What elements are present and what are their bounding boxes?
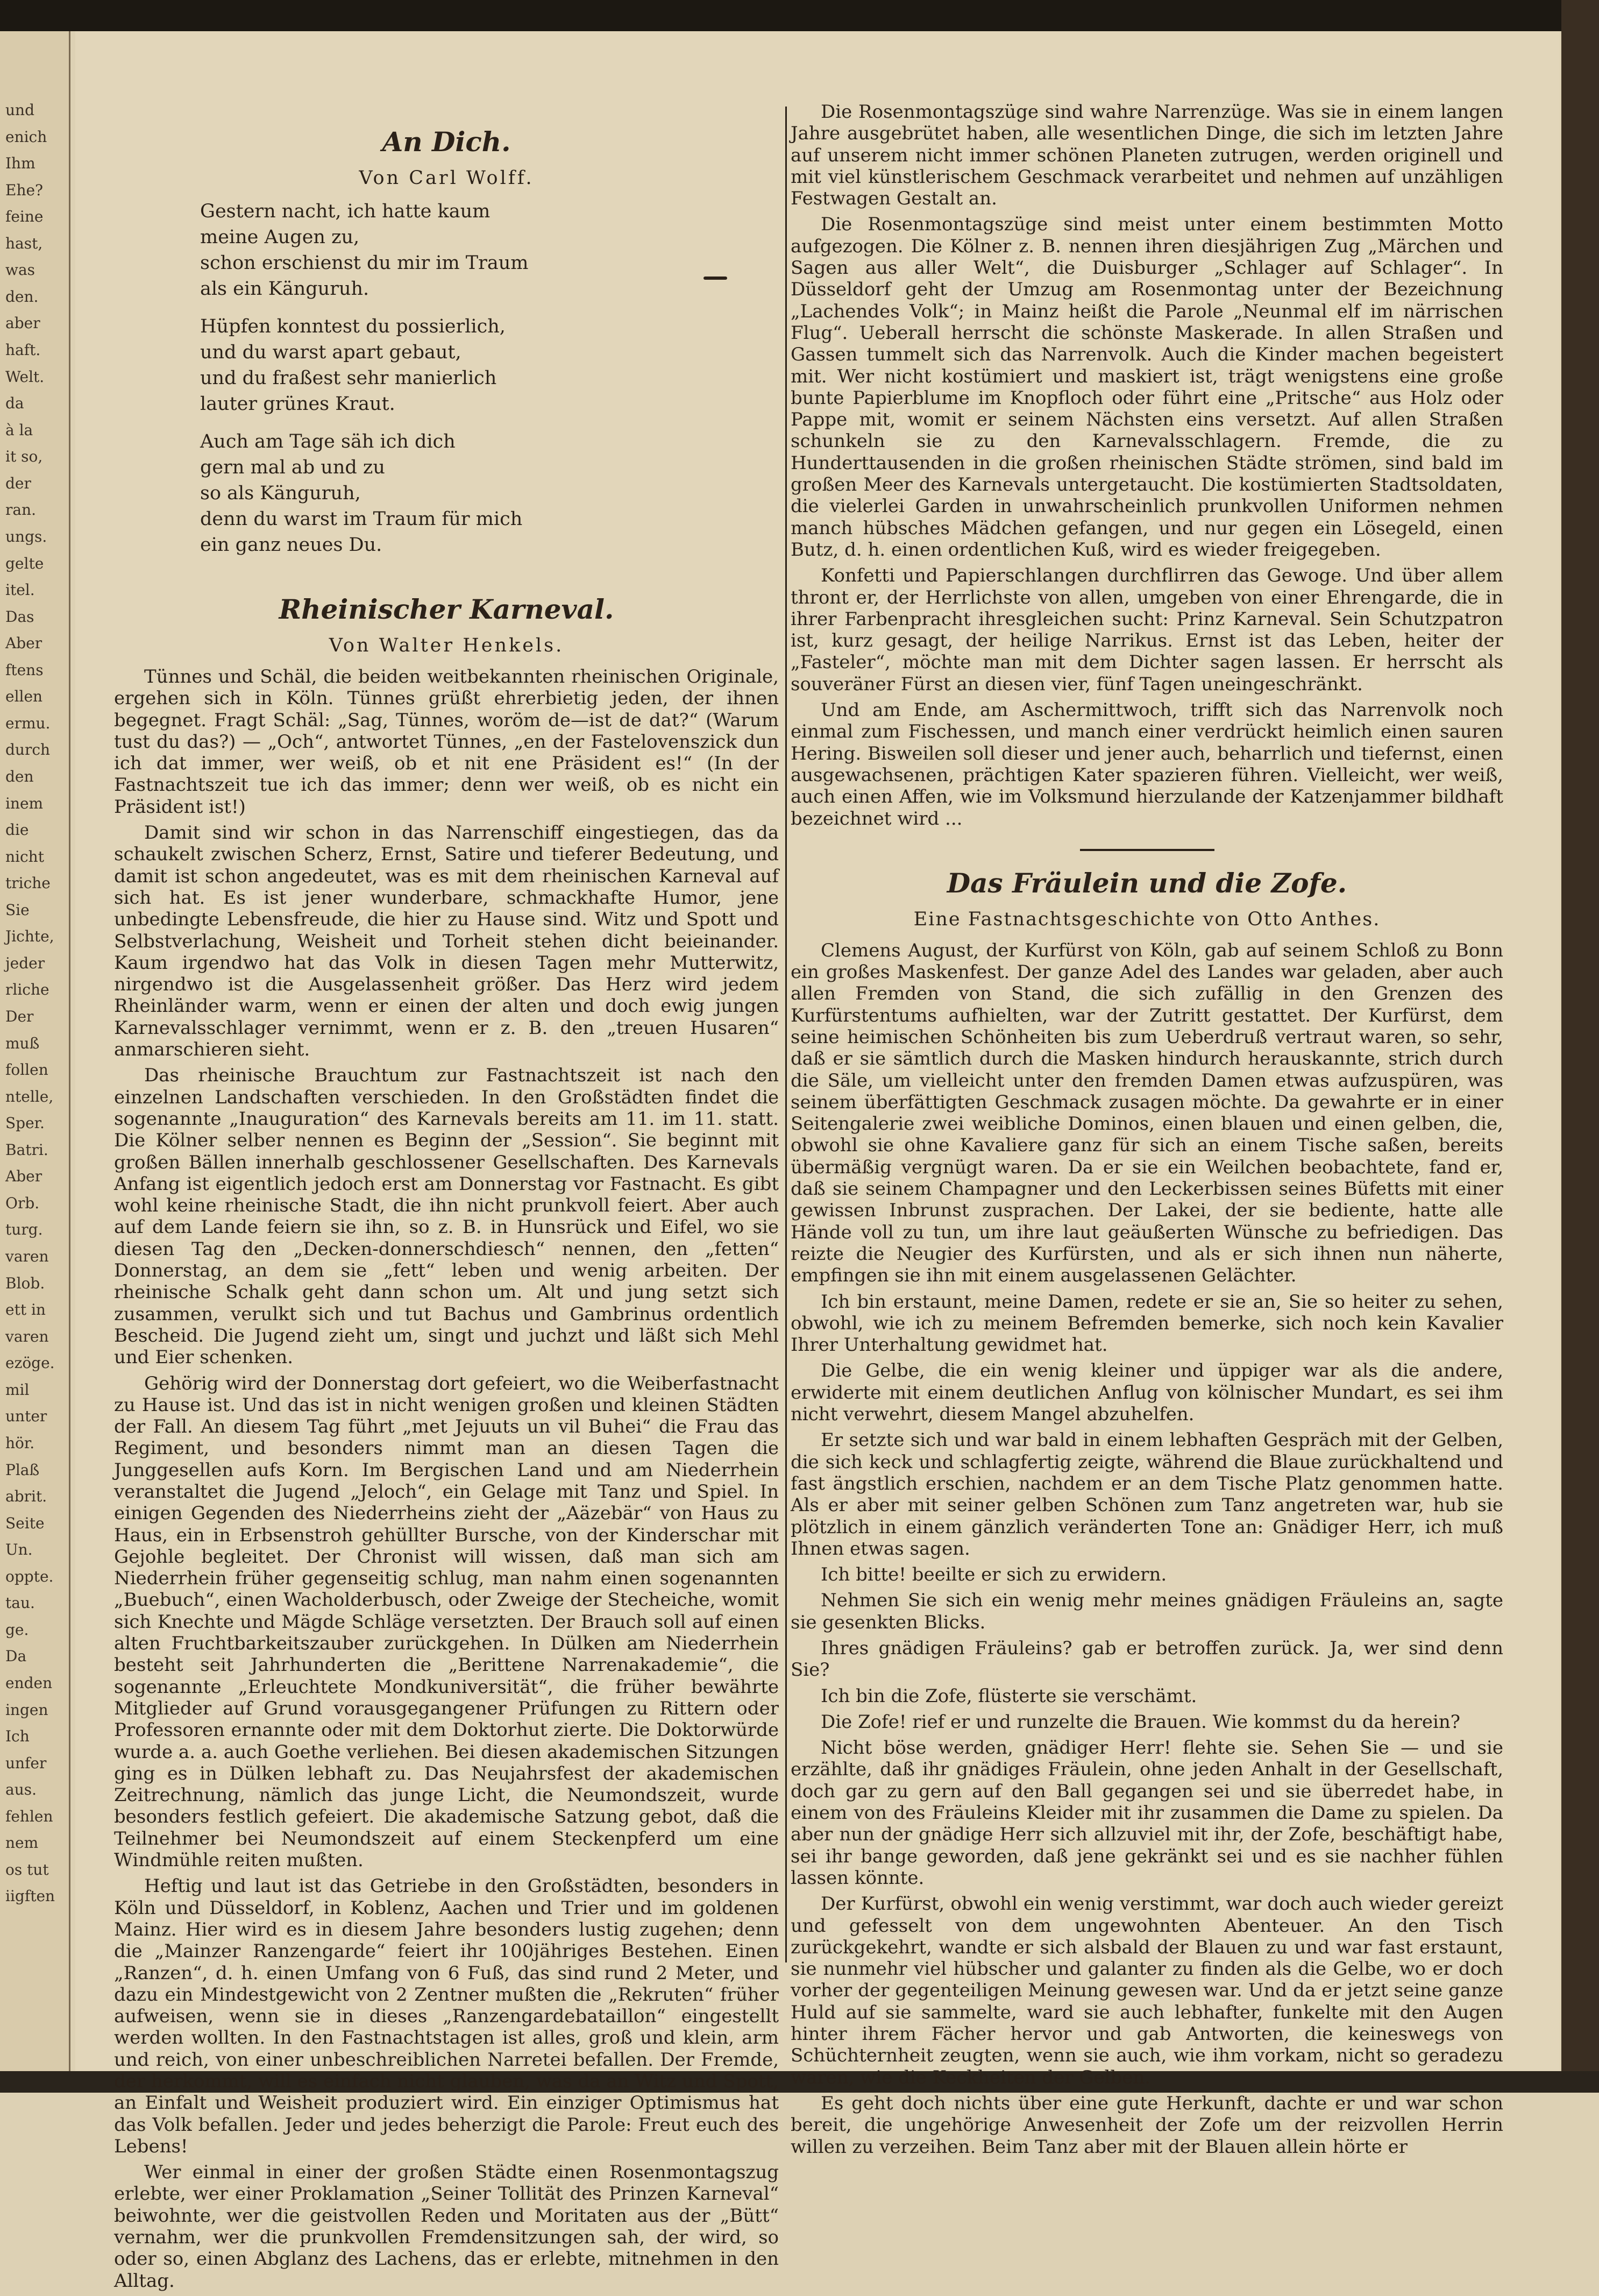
margin-fragment: Orb.	[5, 1194, 40, 1212]
article-paragraph: Damit sind wir schon in das Narrenschiff eingestiegen, das da schaukelt zwischen Scherz, Ernst, Satire und tieferer Bedeutung, und damit ist schon angedeutet, was es mit dem rheinischen Karneval auf sich hat. Es ist jener wunderbare, schmackhafte Humor, jene unbedingte Lebensfreude, die hier zu Hause sind. Witz und Spott und Selbstverlachung, Weisheit und Torheit stehen dicht beieinander. Kaum irgendwo hat das Volk in diesen Tagen mehr Mutterwitz, nirgendwo ist die Ausgelassenheit größer. Das Herz wird jedem Rheinländer warm, wenn er einen der alten und doch ewig jungen Karnevalsschlager vernimmt, wenn er z. B. den „treuen Husaren“ anmarschieren sieht.	[114, 822, 779, 1061]
margin-fragment: Sper.	[5, 1114, 45, 1132]
margin-fragment: und	[5, 101, 34, 119]
article-paragraph: Ich bitte! beeilte er sich zu erwidern.	[821, 1564, 1167, 1586]
margin-fragment: Ehe?	[5, 181, 44, 199]
poem-line: Gestern nacht, ich hatte kaum	[200, 201, 491, 222]
margin-fragment: à la	[5, 421, 33, 439]
article-paragraph: Die Rosenmontagszüge sind wahre Narrenzüge. Was sie in einem langen Jahre ausgebrütet haben, alle wesentlichen Dinge, die sich im letzten Jahre auf unserem nicht immer schönen Planeten zutrugen, werden originell und mit viel künstlerischem Geschmack verarbeitet und nehmen auf unzähligen Festwagen Gestalt an.	[791, 101, 1503, 210]
poem-line: Auch am Tage säh ich dich	[200, 431, 456, 452]
article-byline: Von Carl Wolff.	[359, 167, 534, 189]
margin-fragment: Un.	[5, 1541, 33, 1558]
poem-stanza	[200, 314, 779, 417]
margin-fragment: haft.	[5, 341, 41, 359]
article-paragraph: Nehmen Sie sich ein wenig mehr meines gnädigen Fräuleins an, sagte sie gesenkten Blicks.	[791, 1590, 1503, 1633]
margin-fragment: mil	[5, 1381, 30, 1399]
poem-line: meine Augen zu,	[200, 226, 360, 248]
margin-fragment: Seite	[5, 1514, 45, 1532]
article-paragraph: Er setzte sich und war bald in einem lebhaften Gespräch mit der Gelben, die sich keck und schlagfertig zeigte, während die Blaue zurückhaltend und fast ängstlich erschien, nachdem er an dem Tische Platz genommen hatte. Als er aber mit seiner gelben Schönen zum Tanz angetreten war, hub sie plötzlich in einem gänzlich veränderten Tone an: Gnädiger Herr, ich muß Ihnen etwas sagen.	[791, 1429, 1503, 1560]
margin-fragment: follen	[5, 1061, 48, 1079]
margin-fragment: triche	[5, 874, 51, 892]
poem-line: und du fraßest sehr manierlich	[200, 367, 497, 389]
article-paragraph: Der Kurfürst, obwohl ein wenig verstimmt, war doch auch wieder gereizt und gefesselt von dem ungewohnten Abenteuer. An den Tisch zurückgekehrt, wandte er sich alsbald der Blauen zu und war fast erstaunt, sie nunmehr viel hübscher und galanter zu finden als die Gelbe, wo er doch vorher der gegenteiligen Meinung gewesen war. Und da er jetzt seine ganze Huld auf sie sammelte, ward sie auch lebhafter, funkelte mit den Augen hinter ihrem Fächer hervor und gab Antworten, die keineswegs von Schüchternheit zeugten, wenn sie auch, wie ihm vorkam, nicht so geradezu waren, wie die Keckheiten der Gelben.	[791, 1893, 1503, 2088]
margin-fragment: durch	[5, 741, 51, 759]
poem-line: Hüpfen konntest du possierlich,	[200, 316, 506, 337]
article-paragraph: Konfetti und Papierschlangen durchflirren das Gewoge. Und über allem thront er, der Herrlichste von allen, umgeben von einer Ehrengarde, die in ihrer Farbenpracht ihresgleichen sucht: Prinz Karneval. Sein Schutzpatron ist, kurz gesagt, der heilige Narrikus. Ernst ist das Leben, heiter der „Fasteler“, möchte man mit dem Dichter sagen lassen. Er herrscht als souveräner Fürst an diesen vier, fünf Tagen uneingeschränkt.	[791, 565, 1503, 695]
article-paragraph: Wer einmal in einer der großen Städte einen Rosenmontagszug erlebte, wer einer Proklamation „Seiner Tollität des Prinzen Karneval“ beiwohnte, wer die geistvollen Reden und Moritaten aus der „Bütt“ vernahm, wer die prunkvollen Fremdensitzungen sah, der wird, so oder so, einen Abglanz des Lachens, das er erlebte, mitnehmen in den Alltag.	[114, 2162, 779, 2292]
section-divider	[1080, 849, 1214, 851]
article-paragraph: Clemens August, der Kurfürst von Köln, gab auf seinem Schloß zu Bonn ein großes Maskenfest. Der ganze Adel des Landes war geladen, aber auch allen Fremden von Stand, die sich zufällig in den Grenzen des Kurfürstentums aufhielten, war der Zutritt gestattet. Der Kurfürst, dem seine heimischen Schönheiten bis zum Ueberdruß vertraut waren, so sehr, daß er sie sämtlich durch die Masken hindurch herauskannte, strich durch die Säle, um vielleicht unter den fremden Damen etwas aufzuspüren, was seinem überfättigten Geschmack zusagen möchte. Da gewahrte er in einer Seitengalerie zwei weibliche Dominos, einen blauen und einen gelben, die, obwohl sie ohne Kavaliere ganz für sich an einem Tische saßen, bereits übermäßig vergnügt waren. Da er sie ein Weilchen beobachtete, fand er, daß sie seinem Champagner und den Leckerbissen seines Büfetts mit einer gewissen Inbrunst zusprachen. Der Lakei, der sie bediente, hatte alle Hände voll zu tun, um ihre laut geäußerten Wünsche zu befriedigen. Das reizte die Neugier des Kurfürsten, und als er sich ihnen nun näherte, empfingen sie ihn mit einem ausgelassenen Gelächter.	[791, 939, 1503, 1287]
margin-fragment: Ich	[5, 1727, 30, 1745]
margin-fragment: inem	[5, 795, 44, 812]
margin-fragment: was	[5, 261, 35, 279]
poem-stanza	[200, 199, 779, 302]
article-title: Rheinischer Karneval.	[279, 593, 614, 625]
margin-fragment: turg.	[5, 1221, 43, 1238]
margin-fragment: die	[5, 821, 29, 839]
margin-fragment: feine	[5, 208, 44, 225]
margin-fragment: jeder	[5, 954, 45, 972]
article-paragraph: Tünnes und Schäl, die beiden weitbekannten rheinischen Originale, ergehen sich in Köln. Tünnes grüßt ehrerbietig jeden, der ihnen begegnet. Fragt Schäl: „Sag, Tünnes, woröm de—ist de dat?“ (Warum tust du das?) — „Och“, antwortet Tünnes, „en der Fastelovenszick dun ich dat immer, wer weiß, ob et nit ene Präsident es!“ (In der Fastnachtszeit tue ich das immer; denn wer weiß, ob es nicht ein Präsident ist!)	[114, 666, 779, 818]
margin-fragment: aus.	[5, 1781, 37, 1798]
column-divider	[785, 107, 787, 1962]
margin-fragment: ellen	[5, 688, 43, 705]
article-paragraph: Heftig und laut ist das Getriebe in den Großstädten, besonders in Köln und Düsseldorf, in Koblenz, Aachen und Trier und im goldenen Mainz. Hier wird es in diesem Jahre besonders lustig zugehen; denn die „Mainzer Ranzengarde“ feiert ihr 100jähriges Bestehen. Einen „Ranzen“, d. h. einen Umfang von 6 Fuß, das sind rund 2 Meter, und dazu ein Mindestgewicht von 2 Zentner mußten die „Rekruten“ früher aufweisen, wenn sie in dieses „Ranzengardebataillon“ eingestellt werden wollten. In den Fastnachtstagen ist alles, groß und klein, arm und reich, von einer unbeschreiblichen Narretei befallen. Der Fremde, der herkommt, will es einfach nicht glauben, was da an Witz und Spott, an Einfalt und Weisheit produziert wird. Ein einziger Optimismus hat das Volk befallen. Jeder und jedes beherzigt die Parole: Freut euch des Lebens!	[114, 1875, 779, 2157]
stanza-ornament	[703, 277, 727, 280]
article-title: An Dich.	[382, 126, 511, 158]
article-paragraph: Das rheinische Brauchtum zur Fastnachtszeit ist nach den einzelnen Landschaften verschieden. In den Großstädten findet die sogenannte „Inauguration“ des Karnevals bereits am 11. im 11. statt. Die Kölner selber nennen es Beginn der „Session“. Sie beginnt mit großen Bällen innerhalb geschlossener Gesellschaften. Des Karnevals Anfang ist eigentlich jedoch erst am Donnerstag vor Fastnacht. Es gibt wohl keine rheinische Stadt, die ihn nicht prunkvoll feiert. Aber auch auf dem Lande feiern sie ihn, so z. B. in Hunsrück und Eifel, wo sie diesen Tag den „Decken-donnerschdiesch“ nennen, den „fetten“ Donnerstag, an dem sie „fett“ leben und wenig arbeiten. Der rheinische Schalk geht dann schon um. Alt und jung setzt sich zusammen, verulkt sich und tut Bachus und Gambrinus ordentlich Bescheid. Die Jugend zieht um, singt und juchzt und läßt sich Mehl und Eier schenken.	[114, 1065, 779, 1369]
poem-stanza	[200, 429, 779, 558]
margin-fragment: den.	[5, 288, 39, 306]
margin-fragment: den	[5, 768, 34, 785]
margin-fragment: ftens	[5, 661, 44, 679]
margin-fragment: Das	[5, 608, 34, 626]
margin-fragment: nem	[5, 1834, 39, 1852]
newspaper-page	[75, 31, 1560, 2292]
margin-fragment: Da	[5, 1647, 27, 1665]
margin-fragment: der	[5, 474, 31, 492]
margin-fragment: Sie	[5, 901, 30, 919]
article-paragraph: Nicht böse werden, gnädiger Herr! flehte sie. Sehen Sie — und sie erzählte, daß ihr gnädiges Fräulein, ohne jeden Anhalt in der Gesellschaft, doch gar zu gern auf den Ball gegangen sei und sie überredet habe, in einem von des Fräuleins Kleider mit ihr zusammen die Dame zu spielen. Da aber nun der gnädige Herr sich allzuviel mit ihr, der Zofe, beschäftigt habe, sei ihr bange geworden, daß jene gekränkt sei und es sie nachher fühlen lassen könnte.	[791, 1737, 1503, 1889]
margin-fragment: hast,	[5, 235, 43, 252]
article-title: Das Fräulein und die Zofe.	[947, 867, 1347, 899]
margin-fragment: abrit.	[5, 1487, 47, 1505]
margin-fragment: itel.	[5, 581, 35, 599]
article-paragraph: Die Gelbe, die ein wenig kleiner und üppiger war als die andere, erwiderte mit einem deutlichen Anflug von kölnischer Mundart, es sei ihm nicht verwehrt, diesem Mangel abzuhelfen.	[791, 1360, 1503, 1426]
scan-top-edge	[0, 0, 1599, 31]
right-column	[791, 101, 1503, 2162]
poem-line: schon erschienst du mir im Traum	[200, 252, 529, 274]
poem-line: und du warst apart gebaut,	[200, 342, 461, 363]
margin-fragment: unfer	[5, 1754, 47, 1772]
poem-line: gern mal ab und zu	[200, 457, 385, 478]
margin-fragment: Blob.	[5, 1274, 45, 1292]
margin-fragment: enden	[5, 1674, 53, 1692]
article-body	[791, 940, 1503, 2158]
margin-fragment: da	[5, 394, 24, 412]
article-fraeulein-und-zofe	[791, 867, 1503, 2158]
article-body	[114, 666, 779, 2292]
margin-fragment: os tut	[5, 1861, 49, 1879]
margin-fragment: fehlen	[5, 1808, 53, 1825]
margin-fragment: ran.	[5, 501, 37, 519]
article-body-continued	[791, 101, 1503, 830]
margin-fragment: Batri.	[5, 1141, 48, 1159]
margin-fragment: muß	[5, 1034, 40, 1052]
margin-fragment: tau.	[5, 1594, 35, 1612]
margin-fragment: Aber	[5, 634, 42, 652]
margin-fragment: Aber	[5, 1167, 42, 1185]
article-byline: Eine Fastnachtsgeschichte von Otto Anthes.	[913, 908, 1381, 930]
article-an-dich	[114, 126, 779, 558]
poem-line: so als Känguruh,	[200, 483, 361, 504]
margin-fragment: Welt.	[5, 368, 45, 386]
margin-fragment: ett in	[5, 1301, 46, 1319]
margin-fragment: gelte	[5, 555, 44, 572]
margin-fragment: iigften	[5, 1887, 55, 1905]
margin-fragment: ungs.	[5, 528, 47, 545]
margin-fragment: rliche	[5, 981, 49, 998]
margin-fragment: unter	[5, 1407, 47, 1425]
margin-fragment: nicht	[5, 848, 44, 866]
poem-line: lauter grünes Kraut.	[200, 393, 395, 415]
article-byline: Von Walter Henkels.	[329, 635, 564, 656]
poem	[200, 199, 779, 558]
article-paragraph: Ihres gnädigen Fräuleins? gab er betroffen zurück. Ja, wer sind denn Sie?	[791, 1638, 1503, 1681]
article-paragraph: Die Rosenmontagszüge sind meist unter einem bestimmten Motto aufgezogen. Die Kölner z. B. nennen ihren diesjährigen Zug „Märchen und Sagen aus aller Welt“, die Duisburger „Schlager auf Schlager“. In Düsseldorf geht der Umzug am Rosenmontag unter der Bezeichnung „Lachendes Volk“; in Mainz heißt die Parole „Neunmal elf im närrischen Flug“. Ueberall herrscht die schönste Maskerade. In allen Straßen und Gassen tummelt sich das Narrenvolk. Auch die Kinder machen begeistert mit. Wer nicht kostümiert und maskiert ist, trägt wenigstens eine große bunte Papierblume im Knopfloch oder führt eine „Pritsche“ aus Holz oder Pappe mit, womit er seinem Nächsten eins versetzt. Auf allen Straßen schunkeln sie zu den Karnevalsschlagern. Fremde, die zu Hunderttausenden in die großen rheinischen Städte strömen, sind bald im großen Meer des Karnevals untergetaucht. Die kostümierten Stadtsoldaten, die vielerlei Garden in unwahrscheinlich prunkvollen Uniformen nehmen manch hübsches Mädchen gefangen, und nur gegen ein Lösegeld, einen Butz, d. h. einen ordentlichen Kuß, wird es wieder freigegeben.	[791, 214, 1503, 561]
poem-line: als ein Känguruh.	[200, 278, 369, 300]
article-paragraph: Gehörig wird der Donnerstag dort gefeiert, wo die Weiberfastnacht zu Hause ist. Und das ist in nicht wenigen großen und kleinen Städten der Fall. An diesem Tag führt „met Jejuuts un vil Buhei“ die Frau das Regiment, und besonders nimmt man an diesen Tagen die Junggesellen aufs Korn. Im Bergischen Land und am Niederrhein veranstaltet die Jugend „Jeloch“, ein Gelage mit Tanz und Spiel. In einigen Gegenden des Niederrheins zieht der „Aäzebär“ von Haus zu Haus, ein in Erbsenstroh gehüllter Bursche, von der Kinderschar mit Gejohle begleitet. Der Chronist will wissen, daß man sich am Niederrhein früher gegenseitig schlug, man nahm einen sogenannten „Buebuch“, einen Wacholderbusch, oder Zweige der Stecheiche, womit sich Knechte und Mägde Schläge versetzten. Der Brauch soll auf einen alten Fruchtbarkeitszauber zurückgehen. In Dülken am Niederrhein besteht seit Jahrhunderten die „Berittene Narrenakademie“, die sogenannte „Erleuchtete Mondkuniversität“, die früher bewährte Mitglieder auf Grund vorausgegangener Prüfungen zu Rittern oder Professoren ernannte oder mit dem Doktorhut zierte. Die Doktorwürde wurde a. a. auch Goethe verliehen. Bei diesen akademischen Sitzungen ging es in Dülken lebhaft zu. Das Neujahrsfest der akademischen Zeitrechnung, nämlich das junge Licht, die Neumondszeit, wurde besonders festlich gefeiert. Die akademische Satzung gebot, daß die Teilnehmer bei Neumondszeit auf einem Steckenpferd um eine Windmühle reiten mußten.	[114, 1372, 779, 1872]
article-paragraph: Es geht doch nichts über eine gute Herkunft, dachte er und war schon bereit, die ungehörige Anwesenheit der Zofe um der reizvollen Herrin willen zu verzeihen. Beim Tanz aber mit der Blauen allein hörte er	[791, 2092, 1503, 2158]
article-paragraph: Ich bin die Zofe, flüsterte sie verschämt.	[821, 1685, 1197, 1707]
margin-fragment: Der	[5, 1008, 34, 1025]
scan-right-edge	[1561, 0, 1599, 2093]
article-paragraph: Und am Ende, am Aschermittwoch, trifft sich das Narrenvolk noch einmal zum Fischessen, und manch einer verdrückt heimlich einen sauren Hering. Bisweilen soll dieser und jener auch, beharrlich und tiefernst, einen ausgewachsenen, prächtigen Kater spazieren führen. Vielleicht, wer weiß, auch einen Affen, wie im Volksmund hierzulande der Katzenjammer bildhaft bezeichnet wird ...	[791, 699, 1503, 830]
margin-fragment: ermu.	[5, 714, 51, 732]
margin-fragment: Jichte,	[5, 927, 54, 945]
margin-fragment: ezöge.	[5, 1354, 55, 1372]
margin-fragment: hör.	[5, 1434, 35, 1452]
margin-fragment: varen	[5, 1248, 49, 1265]
article-paragraph: Ich bin erstaunt, meine Damen, redete er sie an, Sie so heiter zu sehen, obwohl, wie ich zu meinem Befremden bemerke, sich noch kein Kavalier Ihrer Unterhaltung gewidmet hat.	[791, 1291, 1503, 1356]
margin-fragment: ntelle,	[5, 1088, 54, 1106]
poem-line: denn du warst im Traum für mich	[200, 508, 523, 530]
margin-fragment: aber	[5, 314, 40, 332]
margin-fragment: enich	[5, 128, 47, 146]
left-column	[114, 101, 779, 2296]
margin-fragment: varen	[5, 1328, 49, 1345]
margin-fragment: ge.	[5, 1621, 29, 1639]
margin-fragment: it so,	[5, 448, 43, 465]
margin-fragment: ingen	[5, 1701, 48, 1719]
poem-line: ein ganz neues Du.	[200, 534, 382, 556]
previous-page-margin	[0, 31, 70, 2071]
margin-fragment: oppte.	[5, 1568, 54, 1585]
margin-fragment: Ihm	[5, 154, 35, 172]
margin-fragment: Plaß	[5, 1461, 40, 1479]
article-rheinischer-karneval	[114, 593, 779, 2292]
article-paragraph: Die Zofe! rief er und runzelte die Brauen. Wie kommst du da herein?	[821, 1711, 1461, 1733]
